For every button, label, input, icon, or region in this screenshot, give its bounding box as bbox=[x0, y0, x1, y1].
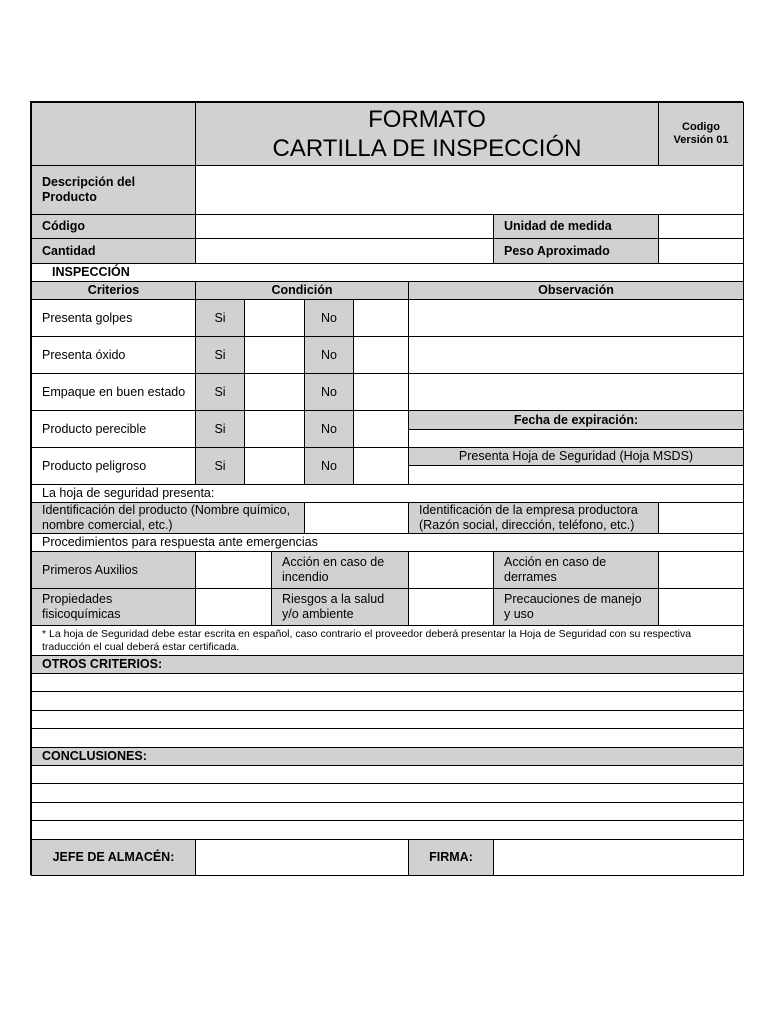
fire-field[interactable] bbox=[408, 551, 494, 589]
no-checkbox[interactable] bbox=[353, 336, 409, 374]
col-observation: Observación bbox=[408, 281, 744, 300]
description-field[interactable] bbox=[195, 165, 744, 215]
criteria-label: Empaque en buen estado bbox=[31, 373, 196, 411]
unit-label: Unidad de medida bbox=[493, 214, 659, 239]
no-checkbox[interactable] bbox=[353, 447, 409, 485]
procedures-label: Procedimientos para respuesta ante emergencias bbox=[31, 533, 744, 552]
msds-label: Presenta Hoja de Seguridad (Hoja MSDS) bbox=[408, 447, 744, 466]
handling-field[interactable] bbox=[658, 588, 744, 626]
manager-label: JEFE DE ALMACÉN: bbox=[31, 839, 196, 876]
yes-checkbox[interactable] bbox=[244, 447, 305, 485]
msds-field[interactable] bbox=[408, 465, 744, 485]
title-line-2: CARTILLA DE INSPECCIÓN bbox=[272, 135, 582, 162]
expiry-date-label: Fecha de expiración: bbox=[408, 410, 744, 430]
no-checkbox[interactable] bbox=[353, 299, 409, 337]
yes-label: Si bbox=[195, 299, 245, 337]
yes-checkbox[interactable] bbox=[244, 299, 305, 337]
handling-label: Precauciones de manejo y uso bbox=[493, 588, 659, 626]
yes-checkbox[interactable] bbox=[244, 336, 305, 374]
header-logo-area bbox=[31, 102, 196, 166]
col-condition: Condición bbox=[195, 281, 409, 300]
other-criteria-line[interactable] bbox=[31, 710, 744, 729]
health-risks-field[interactable] bbox=[408, 588, 494, 626]
description-label: Descripción del Producto bbox=[31, 165, 196, 215]
other-criteria-line[interactable] bbox=[31, 673, 744, 692]
weight-field[interactable] bbox=[658, 238, 744, 264]
observation-field[interactable] bbox=[408, 373, 744, 411]
title-line-1: FORMATO bbox=[368, 106, 486, 133]
yes-label: Si bbox=[195, 373, 245, 411]
weight-label: Peso Aproximado bbox=[493, 238, 659, 264]
no-checkbox[interactable] bbox=[353, 373, 409, 411]
inspection-form bbox=[30, 101, 743, 875]
product-id-field[interactable] bbox=[304, 502, 409, 534]
inspection-section-label: INSPECCIÓN bbox=[31, 263, 744, 282]
properties-label: Propiedades fisicoquímicas bbox=[31, 588, 196, 626]
no-checkbox[interactable] bbox=[353, 410, 409, 448]
company-id-label: Identificación de la empresa productora (Razón social, dirección, teléfono, etc.) bbox=[408, 502, 659, 534]
quantity-field[interactable] bbox=[195, 238, 494, 264]
criteria-label: Presenta óxido bbox=[31, 336, 196, 374]
other-criteria-line[interactable] bbox=[31, 728, 744, 748]
product-id-label: Identificación del producto (Nombre químico, nombre comercial, etc.) bbox=[31, 502, 305, 534]
no-label: No bbox=[304, 336, 354, 374]
observation-field[interactable] bbox=[408, 299, 744, 337]
footnote: * La hoja de Seguridad debe estar escrita en español, caso contrario el proveedor deberá presentar la Hoja de Seguridad con su respectiva traducción el cual deberá estar certificada. bbox=[31, 625, 744, 656]
manager-field[interactable] bbox=[195, 839, 409, 876]
yes-label: Si bbox=[195, 447, 245, 485]
no-label: No bbox=[304, 299, 354, 337]
code-label: Codigo bbox=[682, 121, 720, 133]
yes-label: Si bbox=[195, 336, 245, 374]
conclusions-line[interactable] bbox=[31, 783, 744, 803]
col-criteria: Criterios bbox=[31, 281, 196, 300]
expiry-date-field[interactable] bbox=[408, 429, 744, 448]
yes-checkbox[interactable] bbox=[244, 373, 305, 411]
no-label: No bbox=[304, 447, 354, 485]
conclusions-line[interactable] bbox=[31, 802, 744, 821]
company-id-field[interactable] bbox=[658, 502, 744, 534]
first-aid-label: Primeros Auxilios bbox=[31, 551, 196, 589]
signature-field[interactable] bbox=[493, 839, 744, 876]
other-criteria-label: OTROS CRITERIOS: bbox=[31, 655, 744, 674]
safety-sheet-intro: La hoja de seguridad presenta: bbox=[31, 484, 744, 503]
fire-label: Acción en caso de incendio bbox=[271, 551, 409, 589]
no-label: No bbox=[304, 410, 354, 448]
criteria-label: Presenta golpes bbox=[31, 299, 196, 337]
observation-field[interactable] bbox=[408, 336, 744, 374]
spill-label: Acción en caso de derrames bbox=[493, 551, 659, 589]
other-criteria-line[interactable] bbox=[31, 691, 744, 711]
criteria-label: Producto peligroso bbox=[31, 447, 196, 485]
no-label: No bbox=[304, 373, 354, 411]
code-version-box bbox=[658, 102, 744, 166]
health-risks-label: Riesgos a la salud y/o ambiente bbox=[271, 588, 409, 626]
code-field[interactable] bbox=[195, 214, 494, 239]
conclusions-line[interactable] bbox=[31, 765, 744, 784]
version-label: Versión 01 bbox=[673, 134, 729, 146]
criteria-label: Producto perecible bbox=[31, 410, 196, 448]
quantity-label: Cantidad bbox=[31, 238, 196, 264]
conclusions-line[interactable] bbox=[31, 820, 744, 840]
yes-checkbox[interactable] bbox=[244, 410, 305, 448]
yes-label: Si bbox=[195, 410, 245, 448]
form-title bbox=[195, 102, 659, 166]
code-field-label: Código bbox=[31, 214, 196, 239]
conclusions-label: CONCLUSIONES: bbox=[31, 747, 744, 766]
unit-field[interactable] bbox=[658, 214, 744, 239]
signature-label: FIRMA: bbox=[408, 839, 494, 876]
spill-field[interactable] bbox=[658, 551, 744, 589]
